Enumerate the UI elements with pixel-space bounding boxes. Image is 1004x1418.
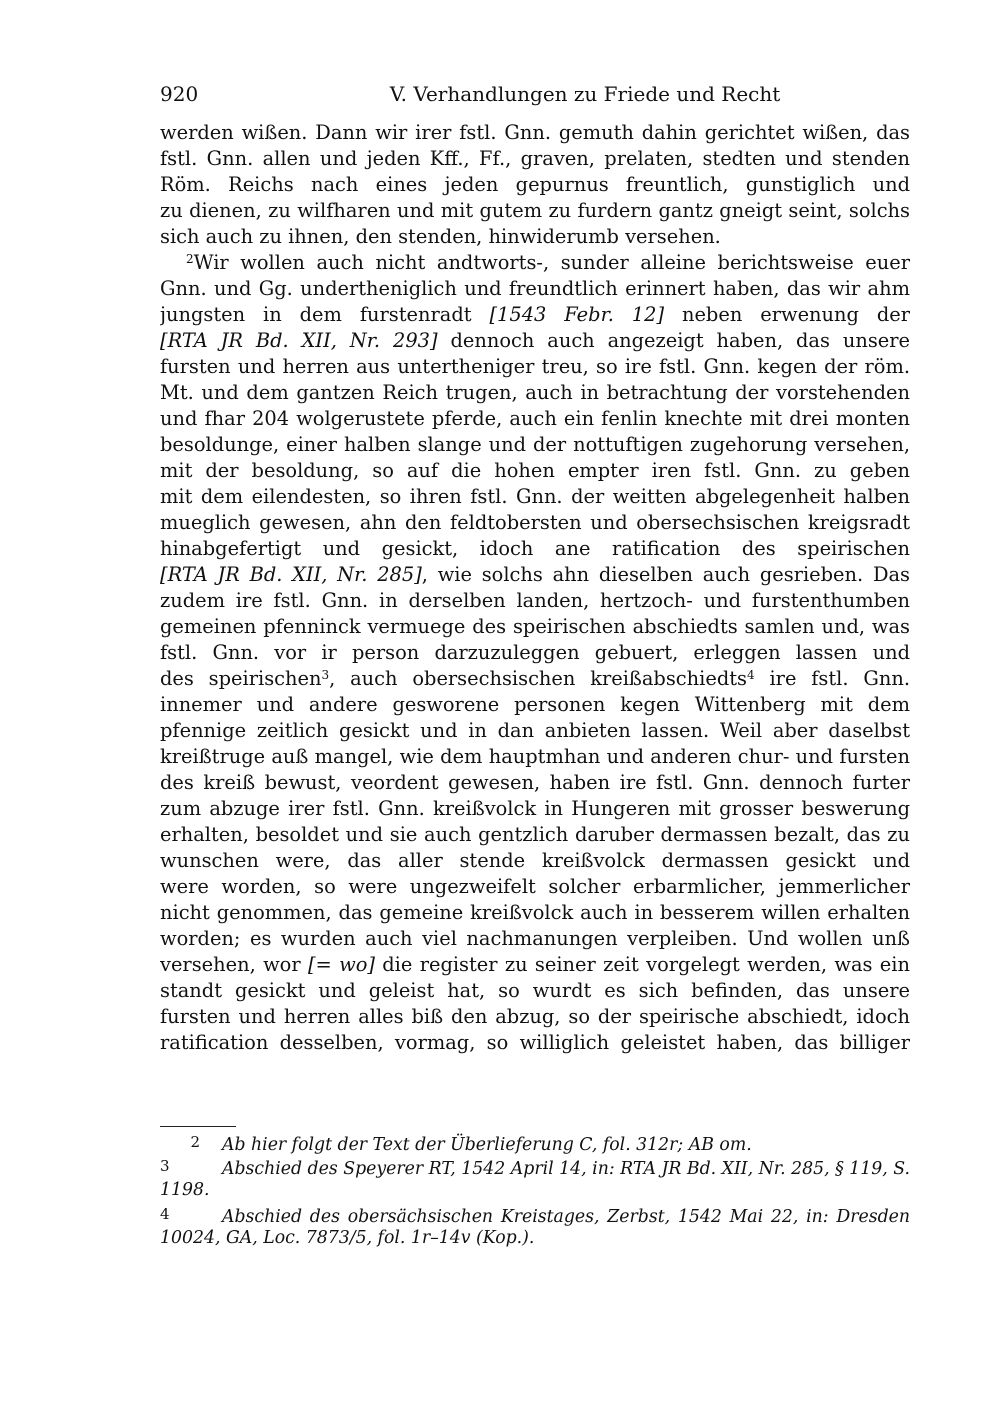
text-line: wunschen were, das aller stende kreißvolck dermassen gesickt und bbox=[160, 849, 910, 872]
text-line: $^2$Wir wollen auch nicht andtworts-, sunder alleine berichtsweise euer bbox=[186, 251, 910, 274]
editorial-note: [1543 Febr. 12] bbox=[489, 303, 665, 326]
editorial-note: [RTA JR Bd. XII, Nr. 285] bbox=[160, 563, 422, 586]
text-line: Mt. und dem gantzen Reich trugen, auch in betrachtung der vorstehenden bbox=[160, 381, 910, 404]
footnote-separator bbox=[160, 1126, 236, 1127]
text-line: und fhar 204 wolgerustete pferde, auch ein fenlin knechte mit drei monten bbox=[160, 407, 910, 430]
footnote-2: 2 Ab hier folgt der Text der Überlieferung C, fol. 312r; AB om. bbox=[160, 1130, 910, 1154]
text-line: ratification desselben, vormag, so williglich geleistet haben, das billiger bbox=[160, 1031, 910, 1054]
text-line: [RTA JR Bd. XII, Nr. 285], wie solchs ahn dieselben auch gesrieben. Das bbox=[160, 563, 910, 586]
text-line: versehen, wor [= wo] die register zu seiner zeit vorgelegt werden, was ein bbox=[160, 953, 910, 976]
text-line: zum abzuge irer fstl. Gnn. kreißvolck in Hungeren mit grosser beswerung bbox=[160, 797, 910, 820]
page-number: 920 bbox=[160, 82, 199, 106]
text-line: fursten und herren alles biß den abzug, so der speirische abschiedt, idoch bbox=[160, 1005, 910, 1028]
text-line: besoldunge, einer halben slange und der nottuftigen zugehorung versehen, bbox=[160, 433, 910, 456]
text-line: fursten und herren aus untertheniger treu, so ire fstl. Gnn. kegen der röm. bbox=[160, 355, 910, 378]
main-text bbox=[160, 120, 910, 1056]
text-line: Gnn. und Gg. undertheniglich und freundtlich erinnert haben, das wir ahm bbox=[160, 277, 910, 300]
text-line: sich auch zu ihnen, den stenden, hinwiderumb versehen. bbox=[160, 225, 721, 248]
text-line: innemer und andere gesworene personen kegen Wittenberg mit dem bbox=[160, 693, 910, 716]
text-line: hinabgefertigt und gesickt, idoch ane ratification des speirischen bbox=[160, 537, 910, 560]
text-line: standt gesickt und geleist hat, so wurdt es sich befinden, das unsere bbox=[160, 979, 910, 1002]
running-title: V. Verhandlungen zu Friede und Recht bbox=[389, 82, 781, 106]
footnote-4: 4 Abschied des obersächsischen Kreistages, Zerbst, 1542 Mai 22, in: Dresden 10024, GA, Loc. 7873/5, fol. 1r–14v (Kop.). bbox=[160, 1202, 910, 1250]
footnote-number: 4 bbox=[160, 1205, 170, 1223]
editorial-note: [RTA JR Bd. XII, Nr. 293] bbox=[160, 329, 438, 352]
text-line: pfennige zeitlich gesickt und in dan anbieten lassen. Weil aber daselbst bbox=[160, 719, 910, 742]
page-header bbox=[160, 80, 910, 108]
text-line: des kreiß bewust, veordent gewesen, haben ire fstl. Gnn. dennoch furter bbox=[160, 771, 910, 794]
text-line: zudem ire fstl. Gnn. in derselben landen, hertzoch- und furstenthumben bbox=[160, 589, 910, 612]
text-line: mueglich gewesen, ahn den feldtobersten und obersechsischen kreigsradt bbox=[160, 511, 910, 534]
editorial-note: [= wo] bbox=[307, 953, 375, 976]
footnote-3: 3 Abschied des Speyerer RT, 1542 April 14, in: RTA JR Bd. XII, Nr. 285, § 119, S. 1198. bbox=[160, 1154, 910, 1202]
text-line: mit dem eilendesten, so ihren fstl. Gnn. der weitten abgelegenheit halben bbox=[160, 485, 910, 508]
text-line: werden wißen. Dann wir irer fstl. Gnn. gemuth dahin gerichtet wißen, das bbox=[160, 121, 910, 144]
footnote-number: 3 bbox=[160, 1157, 170, 1175]
text-line: zu dienen, zu wilfharen und mit gutem zu furdern gantz gneigt seint, solchs bbox=[160, 199, 910, 222]
text-line: fstl. Gnn. vor ir person darzuzuleggen gebuert, erleggen lassen und bbox=[160, 641, 910, 664]
text-line: [RTA JR Bd. XII, Nr. 293] dennoch auch angezeigt haben, das unsere bbox=[160, 329, 910, 352]
text-line: des speirischen$^3$, auch obersechsischen kreißabschiedts$^4$ ire fstl. Gnn. bbox=[160, 667, 910, 690]
text-line: kreißtruge auß mangel, wie dem hauptmhan und anderen chur- und fursten bbox=[160, 745, 910, 768]
text-line: erhalten, besoldet und sie auch gentzlich daruber dermassen bezalt, das zu bbox=[160, 823, 910, 846]
text-line: Röm. Reichs nach eines jeden gepurnus freuntlich, gunstiglich und bbox=[160, 173, 910, 196]
text-line: were worden, so were ungezweifelt solcher erbarmlicher, jemmerlicher bbox=[160, 875, 910, 898]
text-line: worden; es wurden auch viel nachmanungen verpleiben. Und wollen unß bbox=[160, 927, 910, 950]
text-line: mit der besoldung, so auf die hohen empter iren fstl. Gnn. zu geben bbox=[160, 459, 910, 482]
text-line: fstl. Gnn. allen und jeden Kff., Ff., graven, prelaten, stedten und stenden bbox=[160, 147, 910, 170]
text-line: gemeinen pfenninck vermuege des speirischen abschiedts samlen und, was bbox=[160, 615, 910, 638]
footnote-marker: 2 bbox=[186, 252, 194, 266]
footnote-marker: 4 bbox=[746, 668, 755, 682]
text-line: nicht genommen, das gemeine kreißvolck auch in besserem willen erhalten bbox=[160, 901, 910, 924]
text-line: jungsten in dem furstenradt [1543 Febr. 12] neben erwenung der bbox=[160, 303, 910, 326]
footnote-number: 2 bbox=[190, 1133, 200, 1151]
footnotes bbox=[160, 1130, 910, 1250]
footnote-marker: 3 bbox=[321, 668, 330, 682]
